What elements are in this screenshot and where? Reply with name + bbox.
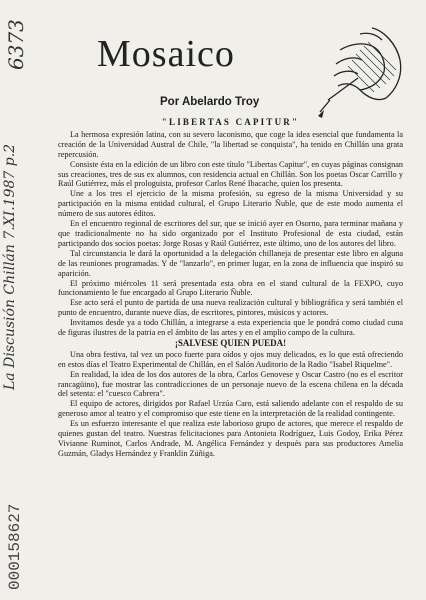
handwritten-source-note: La Discusión Chillán 7.XI.1987 p.2	[2, 143, 18, 390]
article-paragraph: Consiste ésta en la edición de un libro con este título "Libertas Capitur", en cuyas páginas consignan sus creaciones, tres de sus ex alumnos, con residencia actual en Chillán. Son los poetas Oscar Carrillo y Raúl Gutiérrez, más el prologuista, profesor Carlos René Ibacache, quien los presenta.	[58, 159, 403, 189]
article-paragraph: Es un esfuerzo interesante el que realiza este laborioso grupo de actores, que merece el respaldo de quienes gustan del teatro. Nuestras felicitaciones para Antonieta Rodríguez, Luis Godoy, Erika Pérez Vivianne Ruminot, Carlos Andrade, M. Angélica Fernández y después para sus productores Amelia Guzmán, Gladys Hernández y Franklin Zúñiga.	[58, 419, 403, 458]
catalog-number-stamp: 000158627	[6, 503, 24, 590]
article-paragraph: Une a los tres el ejercicio de la misma profesión, su egreso de la misma Universidad y su participación en la misma entidad cultural, el Grupo Literario Ñuble, que de este modo aumenta el número de sus autores éditos.	[58, 189, 403, 219]
article-paragraph: El equipo de actores, dirigidos por Rafael Urzúa Caro, está saliendo adelante con el respaldo de su generoso amor al teatro y el compromiso que este tiene en la interpretación de la realidad contingente.	[58, 399, 403, 419]
article-paragraph: Invitamos desde ya a todo Chillán, a integrarse a esta experiencia que le pondrá como ciudad cuna de figuras ilustres de la patria en el ámbito de las artes y en el amplio campo de la cultura.	[58, 318, 403, 338]
column-title: Mosaico	[97, 33, 235, 75]
section-heading: "LIBERTAS CAPITUR"	[161, 117, 300, 127]
handwritten-archive-number: 6373	[4, 19, 28, 70]
section-subheading: ¡SALVESE QUIEN PUEDA!	[174, 337, 287, 348]
article-paragraph: El próximo miércoles 11 será presentada esta obra en el stand cultural de la FEXPO, cuyo funcionamiento le fue encargado al Grupo Literario Ñuble.	[58, 278, 403, 298]
article-paragraph: Ese acto será el punto de partida de una nueva realización cultural y bibliográfica y será también el punto de encuentro, durante nueve días, de escritores, pintores, músicos y actores.	[58, 298, 403, 318]
article-paragraph: Una obra festiva, tal vez un poco fuerte para oídos y ojos muy delicados, es lo que está ofreciendo en estos días el Teatro Experimental de Chillán, en el Salón Auditorio de la Radio "Isabel Riquelme".	[58, 349, 403, 369]
article-paragraph: Tal circunstancia le dará la oportunidad a la delegación chillaneja de presentar este libro en alguna de las reuniones programadas. Y de "lanzarlo", en primer lugar, en la zona de influencia que inspiró su aparición.	[58, 248, 403, 278]
article-paragraph: La hermosa expresión latina, con su severo laconismo, que coge la idea esencial que fundamenta la creación de la Universidad Austral de Chile, "la libertad se conquista", ha tenido en Chillán una grata repercusión.	[58, 129, 403, 159]
article-paragraph: En el encuentro regional de escritores del sur, que se inició ayer en Osorno, para terminar mañana y que tradicionalmente no ha sido organizado por el Instituto Profesional de esta ciudad, están participando dos socios poetas: Jorge Rosas y Raúl Gutiérrez, este último, uno de los autores del libro.	[58, 219, 403, 248]
hand-writing-quill-illustration	[300, 20, 410, 125]
article-paragraph: En realidad, la idea de los dos autores de la obra, Carlos Genovese y Oscar Castro (no es el escritor rancagüino), fue mostrar las contradicciones de un personaje nuevo de la escena chilena en la década del setenta: el "cuesco Cabrera".	[58, 369, 403, 399]
byline: Por Abelardo Troy	[160, 96, 260, 108]
article-body	[58, 118, 403, 459]
